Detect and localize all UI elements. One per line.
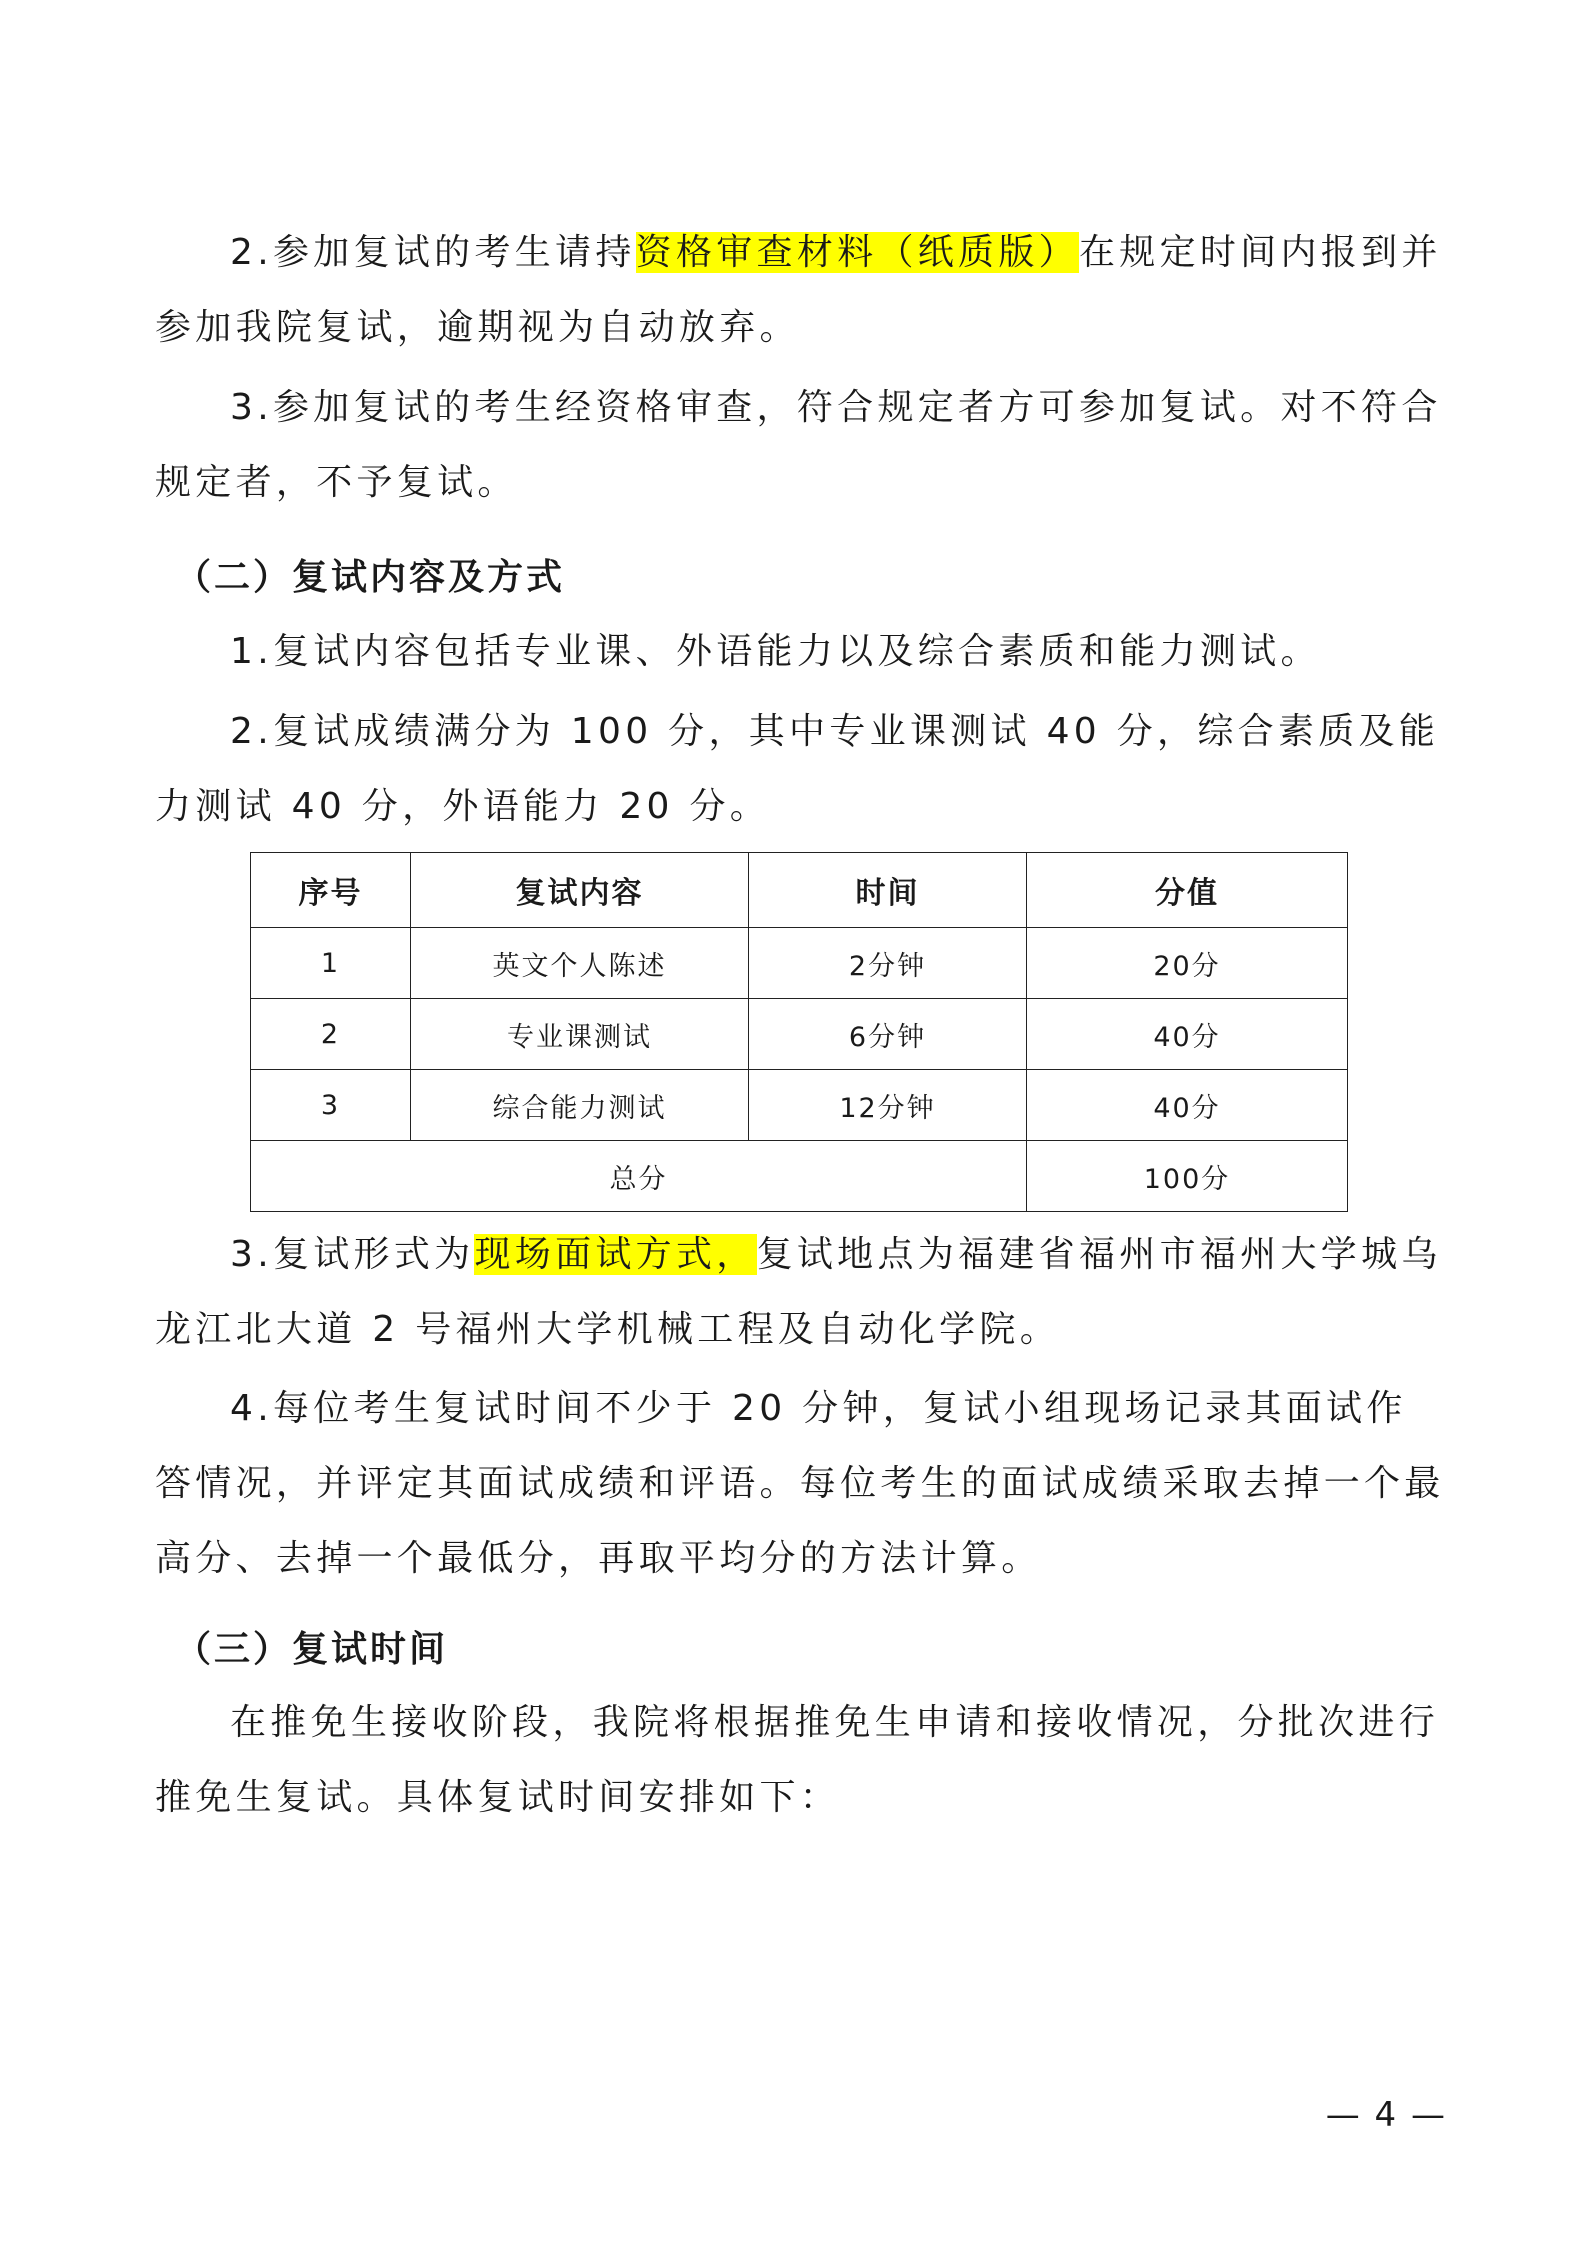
paragraph-text: 参加复试的考生请持 <box>272 232 636 273</box>
table-header-cell: 序号 <box>251 853 411 928</box>
table-row <box>251 1070 1348 1141</box>
table-cell: 专业课测试 <box>411 999 749 1070</box>
table-cell: 6分钟 <box>749 999 1027 1070</box>
item-number: 3. <box>230 1234 273 1275</box>
table-cell: 20分 <box>1027 928 1348 999</box>
table-cell: 40分 <box>1027 1070 1348 1141</box>
table-row <box>251 928 1348 999</box>
page-number: — 4 — <box>1325 2095 1447 2135</box>
table-cell: 3 <box>251 1070 411 1141</box>
item-number: 1. <box>230 631 273 672</box>
table-cell: 1 <box>251 928 411 999</box>
item-number: 2. <box>230 711 273 752</box>
table-header-cell: 分值 <box>1027 853 1348 928</box>
table-header-cell: 复试内容 <box>411 853 749 928</box>
total-value-cell: 100分 <box>1027 1141 1348 1212</box>
section2-item-3 <box>155 1217 1445 1367</box>
table-cell: 12分钟 <box>749 1070 1027 1141</box>
paragraph-text: 复试地点为福建省福州市福州大学城乌龙江北大道 2 号福州大学机械工程及自动化学院。 <box>155 1234 1442 1350</box>
table-row <box>251 999 1348 1070</box>
paragraph-text: 在规定时间内报到并参加我院复试，逾期视为自动放弃。 <box>155 232 1442 348</box>
section-heading-3: （三）复试时间 <box>175 1629 449 1670</box>
paragraph-text: 每位考生复试时间不少于 20 分钟，复试小组现场记录其面试作答情况，并评定其面试成绩和评语。每位考生的面试成绩采取去掉一个最高分、去掉一个最低分，再取平均分的方法计算。 <box>155 1388 1445 1579</box>
item-number: 2. <box>230 232 273 273</box>
section3-paragraph: 在推免生接收阶段，我院将根据推免生申请和接收情况，分批次进行推免生复试。具体复试时间安排如下： <box>155 1702 1440 1818</box>
section2-item-2 <box>155 694 1445 844</box>
highlighted-text: 现场面试方式， <box>474 1234 757 1275</box>
table-header-cell: 时间 <box>749 853 1027 928</box>
item-number: 3. <box>230 387 273 428</box>
table-cell: 2分钟 <box>749 928 1027 999</box>
item-number: 4. <box>230 1388 273 1429</box>
paragraph-3 <box>155 370 1445 520</box>
table-cell: 40分 <box>1027 999 1348 1070</box>
section2-item-1 <box>155 614 1445 689</box>
section-heading-2: （二）复试内容及方式 <box>175 557 566 598</box>
paragraph-text: 参加复试的考生经资格审查，符合规定者方可参加复试。对不符合规定者，不予复试。 <box>155 387 1442 503</box>
table-cell: 综合能力测试 <box>411 1070 749 1141</box>
section2-item-4 <box>155 1371 1445 1596</box>
score-table <box>250 852 1348 1212</box>
paragraph-2 <box>155 215 1445 365</box>
paragraph-text: 复试内容包括专业课、外语能力以及综合素质和能力测试。 <box>272 631 1321 672</box>
total-label-cell: 总分 <box>251 1141 1027 1212</box>
paragraph-text: 复试形式为 <box>272 1234 475 1275</box>
table-total-row <box>251 1141 1348 1212</box>
paragraph-text: 复试成绩满分为 100 分，其中专业课测试 40 分，综合素质及能力测试 40 分，外语能力 20 分。 <box>155 711 1440 827</box>
table-cell: 英文个人陈述 <box>411 928 749 999</box>
highlighted-text: 资格审查材料（纸质版） <box>635 232 1079 273</box>
table-header-row <box>251 853 1348 928</box>
table-cell: 2 <box>251 999 411 1070</box>
